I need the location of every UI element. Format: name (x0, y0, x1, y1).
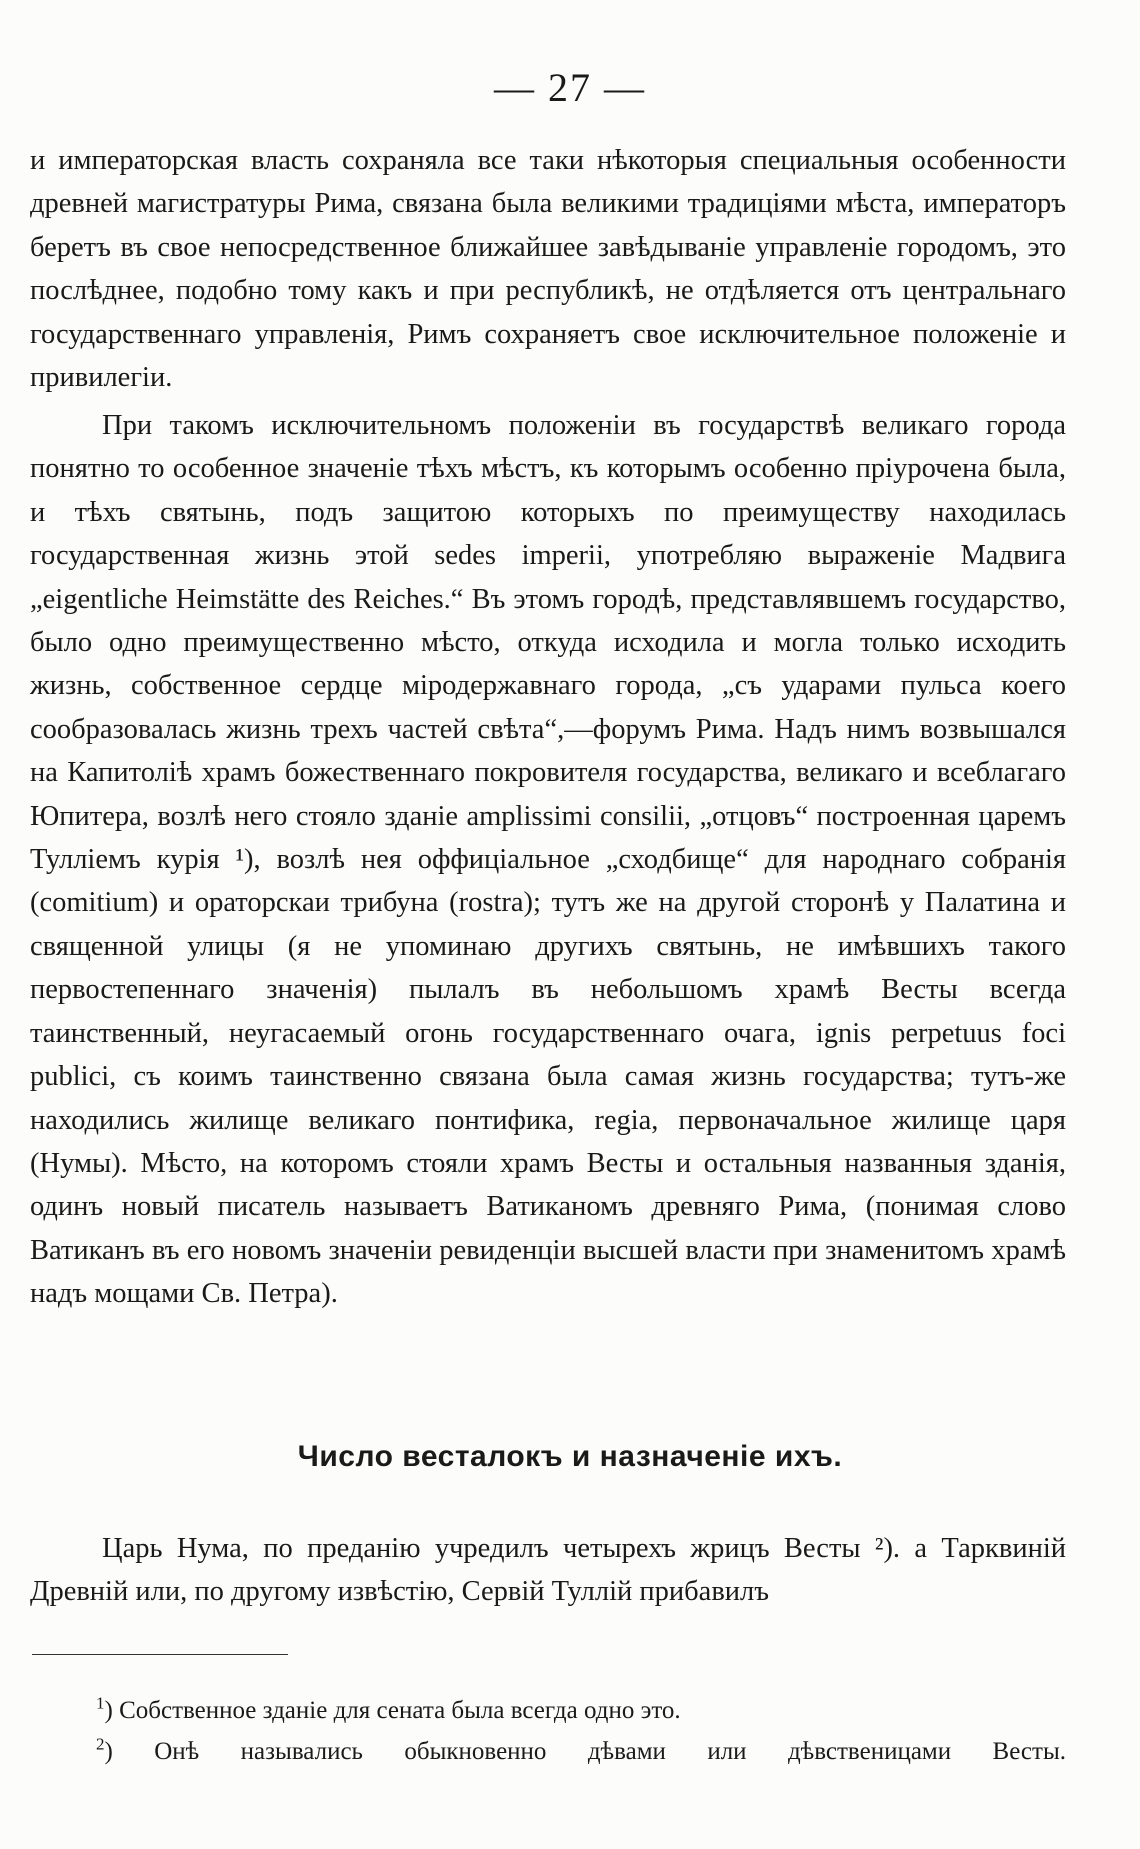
page-number: — 27 — (494, 65, 646, 110)
paragraph-section (30, 1527, 1066, 1614)
paragraph-text: Царь Нума, по преданію учредилъ четырехъ жрицъ Весты ²). а Тарквиній Древній или, по другому извѣстію, Сервій Туллій прибавилъ (30, 1533, 1066, 1608)
footnotes (96, 1690, 1066, 1772)
paragraph-forum (30, 404, 1066, 1316)
paragraph-continued (30, 139, 1066, 399)
footnote-mark: 2 (96, 1734, 105, 1754)
footnote-text: Собственное зданіе для сената была всегда одно это. (119, 1697, 681, 1724)
footnote-divider (32, 1654, 288, 1655)
footnote-1: $^1$) Собственное зданіе для сената была всегда одно это. (96, 1693, 681, 1724)
section-heading: Число весталокъ и назначеніе ихъ. (297, 1440, 843, 1473)
paragraph-text: При такомъ исключительномъ положеніи въ государствѣ великаго города понятно то особенное значеніе тѣхъ мѣстъ, къ которымъ особенно пріурочена была, и тѣхъ святынь, подъ защитою которыхъ по преимуществу находилась государственная жизнь этой sedes imperii, употребляю выраженіе Мадвига „eigentliche Heimstätte des Reiches.“ Въ этомъ городѣ, представлявшемъ государство, было одно преимущественно мѣсто, откуда исходила и могла только исходить жизнь, собственное сердце міродержавнаго города, „съ ударами пульса коего сообразовалась жизнь трехъ частей свѣта“,—форумъ Рима. Надъ нимъ возвышался на Капитоліѣ храмъ божественнаго покровителя государства, великаго и всеблагаго Юпитера, возлѣ него стояло зданіе amplissimi consilii, „отцовъ“ построенная царемъ Тулліемъ курія ¹), возлѣ нея оффиціальное „сходбище“ для народнаго собранія (comitium) и ораторскаи трибуна (rostra); тутъ же на другой сторонѣ у Палатина и священной улицы (я не упоминаю другихъ святынь, не имѣвшихъ такого первостепеннаго значенія) пылалъ въ небольшомъ храмѣ Весты всегда таинственный, неугасаемый огонь государственнаго очага, ignis perpetuus foci publici, съ коимъ таинственно связана была самая жизнь государства; тутъ-же находились жилище великаго понтифика, regia, первоначальное жилище царя (Нумы). Мѣсто, на которомъ стояли храмъ Весты и остальныя названныя зданія, одинъ новый писатель называетъ Ватиканомъ древняго Рима, (понимая слово Ватиканъ въ его новомъ значеніи ревиденціи высшей власти при знаменитомъ храмѣ надъ мощами Св. Петра). (30, 410, 1066, 1310)
footnote-mark: 1 (96, 1693, 105, 1713)
footnote-text: Онѣ назывались обыкновенно дѣвами или дѣвственицами Весты. (154, 1738, 1066, 1765)
footnote-2: $^2$) Онѣ назывались обыкновенно дѣвами или дѣвственицами Весты. (96, 1734, 1066, 1765)
paragraph-text: и императорская власть сохраняла все таки нѣкоторыя специальныя особенности древней магистратуры Рима, связана была великими традиціями мѣста, императоръ беретъ въ свое непосредственное ближайшее завѣдываніе управленіе городомъ, это послѣднее, подобно тому какъ и при республикѣ, не отдѣляется отъ центральнаго государственнаго управленія, Римъ сохраняетъ свое исключительное положеніе и привилегіи. (30, 145, 1066, 394)
